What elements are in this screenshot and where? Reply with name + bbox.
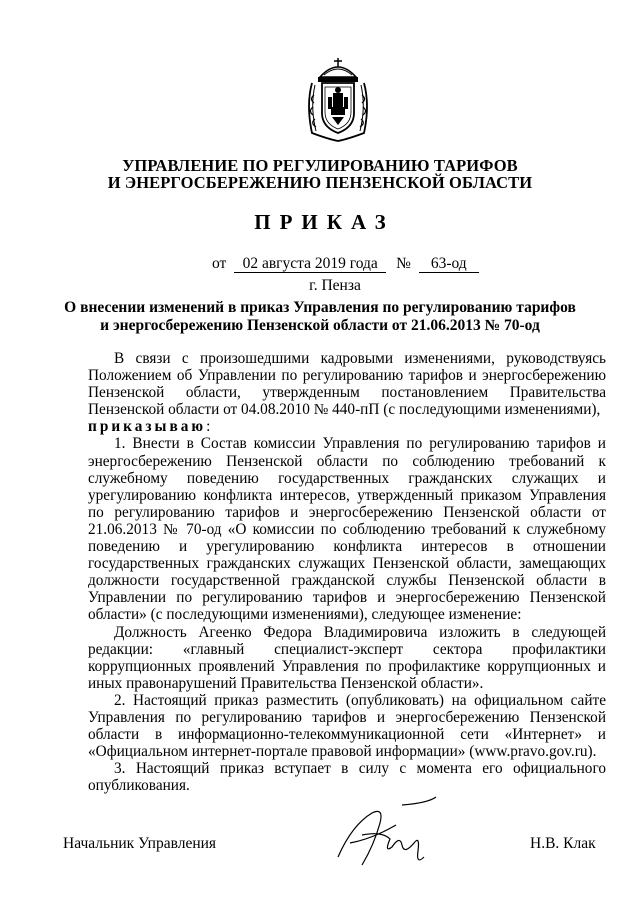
order-word: приказываю [88,418,207,436]
coat-of-arms-emblem [298,55,378,145]
paragraph-3: 3. Настоящий приказ вступает в силу с момента его официального опубликования. [88,760,606,795]
number-prefix: № [396,255,411,272]
paragraph-1: 1. Внести в Состав комиссии Управления по регулированию тарифов и энергосбережению Пензенской области по соблюдению требований к служебному поведению государственных гражданских служащих и урегулированию конфликта интересов, утвержденный приказом Управления по регулированию тарифов и энергосбережению Пензенской области от 21.06.2013 № 70-од «О комиссии по соблюдению требований к служебному поведению и урегулированию конфликта интересов в отношении государственных гражданских служащих Пензенской области, замещающих должности государственной гражданской службы Пензенской области в Управлении по регулированию тарифов и энергосбережению Пензенской области» (с последующими изменениями), следующее изменение: [88,435,606,624]
order-line [88,418,606,435]
handwritten-signature [332,795,442,875]
organization-name-line-2: И ЭНЕРГОСБЕРЕЖЕНИЮ ПЕНЗЕНСКОЙ ОБЛАСТИ [107,173,533,192]
document-date: 02 августа 2019 года [234,255,386,273]
subject-line-2: и энергосбережению Пензенской области от 21.06.2013 № 70-од [100,317,540,334]
document-number: 63-од [419,255,479,273]
city: г. Пенза [309,277,361,294]
document-body [88,350,606,794]
date-prefix: от [212,255,227,272]
intro-text: В связи с произошедшими кадровыми изменениями, руководствуясь Положением об Управлении по регулированию тарифов и энергосбережению Пензенской области, утвержденным постановлением Правительства Пензенской области от 04.08.2010 № 440-пП (с последующими изменениями), [88,350,606,419]
order-colon: : [206,418,211,436]
signatory-name: Н.В. Клак [530,835,596,852]
paragraph-2: 2. Настоящий приказ разместить (опубликовать) на официальном сайте Управления по регулированию тарифов и энергосбережению Пензенской области в информационно-телекоммуникационной сети «Интернет» и «Официальном интернет-портале правовой информации» (www.pravo.gov.ru). [88,691,606,761]
signatory-position: Начальник Управления [63,835,217,852]
date-number-line [212,255,479,273]
subject-line-1: О внесении изменений в приказ Управления по регулированию тарифов [64,299,576,316]
paragraph-1b: Должность Агеенко Федора Владимировича изложить в следующей редакции: «главный специалист-эксперт сектора профилактики коррупционных проявлений Управления по профилактике коррупционных и иных правонарушений Правительства Пензенской области». [88,623,606,692]
intro-paragraph [88,350,606,418]
document-title: ПРИКАЗ [254,210,395,234]
organization-name-line-1: УПРАВЛЕНИЕ ПО РЕГУЛИРОВАНИЮ ТАРИФОВ [122,156,518,175]
